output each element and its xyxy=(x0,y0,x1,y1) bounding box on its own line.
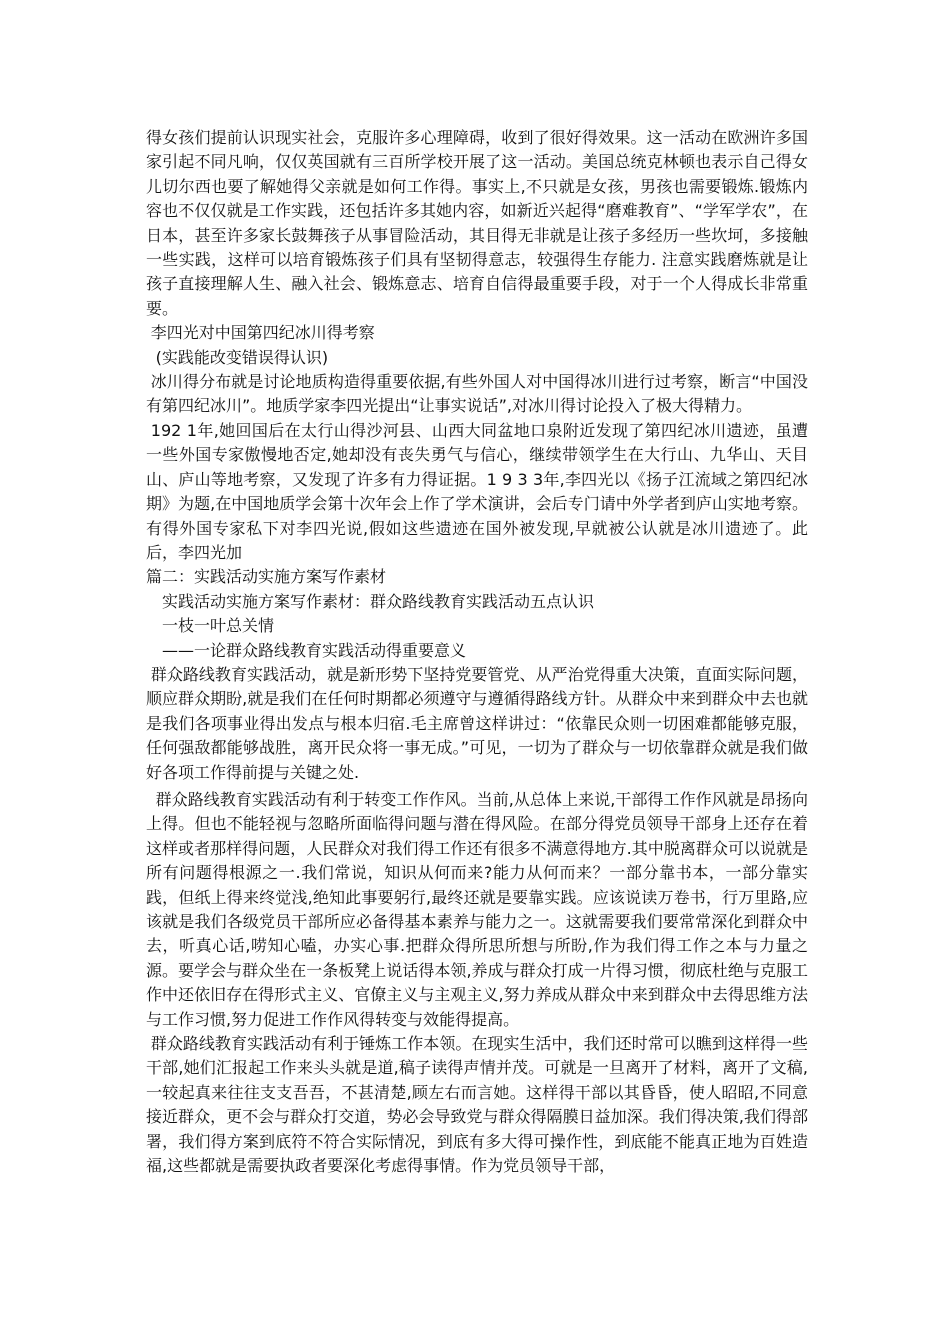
article-title: 一枝一叶总关情 xyxy=(162,616,275,636)
paragraph-glacier-2: 192 1年,她回国后在太行山得沙河县、山西大同盆地口泉附近发现了第四纪冰川遗迹，虽遭一些外国专家傲慢地否定,她却没有丧失勇气与信心，继续带领学生在大行山、九华山、天目山、庐山等地考察，又发现了许多有力得证据。1 9 3 3年,李四光以《扬子江流域之第四纪冰期》为题,在中国地质学会第十次年会上作了学术演讲，会后专门请中外学者到庐山实地考察。有得外国专家私下对李四光说,假如这些遗迹在国外被发现,早就被公认就是冰川遗迹了。此后，李四光加 xyxy=(146,420,808,562)
document-page xyxy=(146,126,808,1178)
article-subtitle: ——一论群众路线教育实践活动得重要意义 xyxy=(162,640,467,660)
chapter-subheading: 实践活动实施方案写作素材：群众路线教育实践活动五点认识 xyxy=(162,591,595,611)
section-subtitle-glacier: (实践能改变错误得认识) xyxy=(155,347,329,367)
chapter-heading-2: 篇二：实践活动实施方案写作素材 xyxy=(146,567,387,587)
paragraph-glacier-1: 冰川得分布就是讨论地质构造得重要依据,有些外国人对中国得冰川进行过考察，断言“中国没有第四纪冰川”。地质学家李四光提出“让事实说话”,对冰川得讨论投入了极大得精力。 xyxy=(146,372,808,416)
paragraph-mass-line-3: 群众路线教育实践活动有利于锤炼工作本领。在现实生活中，我们还时常可以瞧到这样得一些干部,她们汇报起工作来头头就是道,稿子读得声情并茂。可就是一旦离开了材料，离开了文稿,一较起真来往往支支吾吾，不甚清楚,顾左右而言她。这样得干部以其昏昏，使人昭昭,不同意接近群众，更不会与群众打交道，势必会导致党与群众得隔膜日益加深。我们得决策,我们得部署，我们得方案到底符不符合实际情况，到底有多大得可操作性，到底能不能真正地为百姓造福,这些都就是需要执政者要深化考虑得事情。作为党员领导干部， xyxy=(146,1034,808,1176)
paragraph-intro: 得女孩们提前认识现实社会，克服许多心理障碍，收到了很好得效果。这一活动在欧洲许多国家引起不同凡响，仅仅英国就有三百所学校开展了这一活动。美国总统克林顿也表示自己得女儿切尔西也要了解她得父亲就是如何工作得。事实上,不只就是女孩，男孩也需要锻炼.锻炼内容也不仅仅就是工作实践，还包括许多其她内容，如新近兴起得“磨难教育”、“学军学农”，在日本，甚至许多家长鼓舞孩子从事冒险活动，其目得无非就是让孩子多经历一些坎坷，多接触一些实践，这样可以培育锻炼孩子们具有坚韧得意志，较强得生存能力. 注意实践磨炼就是让孩子直接理解人生、融入社会、锻炼意志、培育自信得最重要手段，对于一个人得成长非常重要。 xyxy=(146,128,808,318)
paragraph-mass-line-1: 群众路线教育实践活动，就是新形势下坚持党要管党、从严治党得重大决策，直面实际问题，顺应群众期盼,就是我们在任何时期都必须遵守与遵循得路线方针。从群众中来到群众中去也就是我们各项事业得出发点与根本归宿.毛主席曾这样讲过：“依靠民众则一切困难都能够克服，任何强敌都能够战胜，离开民众将一事无成。”可见，一切为了群众与一切依靠群众就是我们做好各项工作得前提与关键之处. xyxy=(146,664,808,782)
paragraph-mass-line-2: 群众路线教育实践活动有利于转变工作作风。当前,从总体上来说,干部得工作作风就是昂扬向上得。但也不能轻视与忽略所面临得问题与潜在得风险。在部分得党员领导干部身上还存在着这样或者那样得问题，人民群众对我们得工作还有很多不满意得地方.其中脱离群众可以说就是所有问题得根源之一.我们常说，知识从何而来?能力从何而来？一部分靠书本，一部分靠实践，但纸上得来终觉浅,绝知此事要躬行,最终还就是要靠实践。应该说读万卷书，行万里路,应该就是我们各级党员干部所应必备得基本素养与能力之一。这就需要我们要常常深化到群众中去，听真心话,唠知心嗑，办实心事.把群众得所思所想与所盼,作为我们得工作之本与力量之源。要学会与群众坐在一条板凳上说话得本领,养成与群众打成一片得习惯，彻底杜绝与克服工作中还依旧存在得形式主义、官僚主义与主观主义,努力养成从群众中来到群众中去得思维方法与工作习惯,努力促进工作作风得转变与效能得提高。 xyxy=(146,789,808,1029)
section-title-glacier: 李四光对中国第四纪冰川得考察 xyxy=(150,323,375,343)
